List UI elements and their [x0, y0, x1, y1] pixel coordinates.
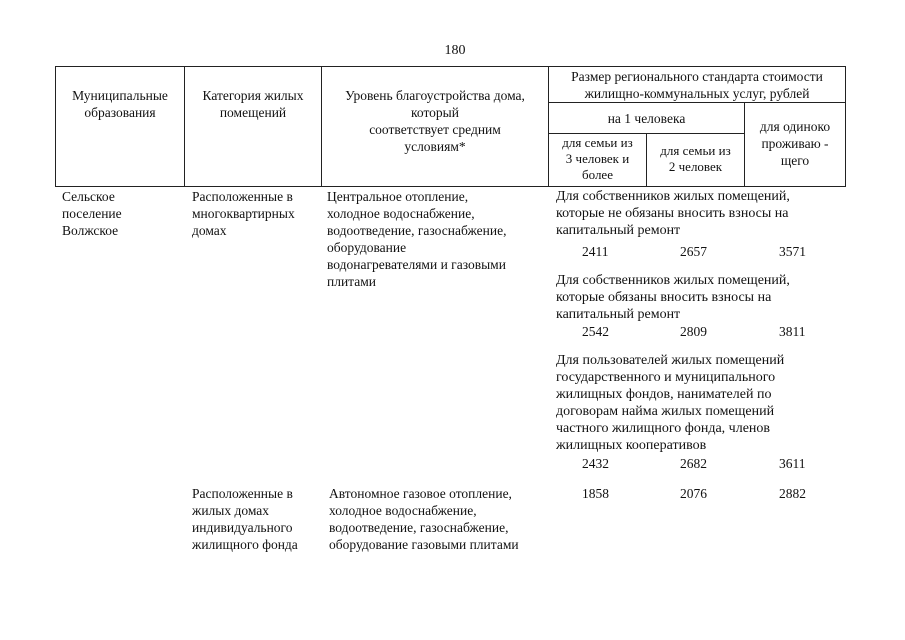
row2-value-family2: 2076 [680, 486, 707, 501]
row2-category-line: индивидуального [192, 520, 293, 535]
row1-level [327, 188, 506, 290]
group-label-line: Для собственников жилых помещений, [556, 273, 790, 288]
row1-group1-value-single: 3571 [779, 244, 806, 259]
header-family3-line: для семьи из [562, 135, 633, 150]
row2-level [329, 485, 519, 553]
group-label-line: государственного и муниципального [556, 370, 776, 385]
row2-level-line: оборудование газовыми плитами [329, 537, 519, 552]
header-category-line: помещений [219, 105, 287, 120]
page-number: 180 [444, 43, 466, 58]
header-size-line: Размер регионального стандарта стоимости [571, 69, 823, 84]
header-municipal [56, 87, 184, 121]
row1-level-line: оборудование [327, 240, 407, 255]
row1-group3-label [556, 352, 784, 454]
table-header-bottom-border [55, 186, 846, 187]
row1-municipality-line: поселение [62, 206, 122, 221]
row1-municipality [62, 188, 122, 239]
header-family3-line: 3 человек и [565, 151, 630, 166]
header-municipal-line: образования [84, 105, 156, 120]
row2-category-line: Расположенные в [192, 486, 293, 501]
header-category [185, 87, 321, 121]
row1-group3-value-family2: 2682 [680, 456, 707, 471]
col-border-1 [184, 66, 185, 187]
table-top-border [55, 66, 846, 67]
group-label-line: договорам найма жилых помещений [556, 404, 775, 419]
row1-level-line: водоотведение, газоснабжение, [327, 223, 507, 238]
row1-level-line: Центральное отопление, [327, 189, 469, 204]
header-single [745, 118, 845, 169]
header-level-line: Уровень благоустройства дома, [345, 88, 525, 103]
row1-group2-value-family3: 2542 [582, 324, 609, 339]
header-family2 [647, 143, 744, 175]
header-family3 [549, 135, 646, 183]
row1-category-line: многоквартирных [192, 206, 295, 221]
col-border-left [55, 66, 56, 187]
row2-category-line: жилых домах [192, 503, 270, 518]
size-subheader-border [548, 102, 845, 103]
header-single-line: проживаю - [761, 136, 829, 151]
header-family2-line: для семьи из [660, 143, 731, 158]
row1-group1-label [556, 188, 790, 239]
header-size [549, 68, 845, 102]
row1-level-line: холодное водоснабжение, [327, 206, 475, 221]
row1-category [192, 188, 295, 239]
group-label-line: жилищных кооперативов [556, 438, 707, 453]
row1-group3-value-family3: 2432 [582, 456, 609, 471]
row2-level-line: водоотведение, газоснабжение, [329, 520, 509, 535]
row1-municipality-line: Волжское [62, 223, 119, 238]
header-family2-line: 2 человек [668, 159, 723, 174]
row1-group2-value-single: 3811 [779, 324, 806, 339]
header-size-line: жилищно-коммунальных услуг, рублей [584, 86, 810, 101]
row2-value-single: 2882 [779, 486, 806, 501]
header-level [322, 87, 548, 155]
header-per-person: на 1 человека [607, 111, 686, 126]
group-label-line: Для собственников жилых помещений, [556, 189, 790, 204]
col-border-right [845, 66, 846, 187]
row1-municipality-line: Сельское [62, 189, 115, 204]
row1-group3-value-single: 3611 [779, 456, 806, 471]
row1-group1-value-family2: 2657 [680, 244, 707, 259]
header-level-line: условиям* [404, 139, 466, 154]
row1-level-line: плитами [327, 274, 377, 289]
header-level-line: соответствует средним [369, 122, 501, 137]
group-label-line: Для пользователей жилых помещений [556, 353, 785, 368]
group-label-line: которые обязаны вносить взносы на [556, 290, 772, 305]
group-label-line: жилищных фондов, нанимателей по [556, 387, 772, 402]
row2-value-family3: 1858 [582, 486, 609, 501]
row1-group2-value-family2: 2809 [680, 324, 707, 339]
group-label-line: капитальный ремонт [556, 307, 681, 322]
header-level-line: который [411, 105, 459, 120]
header-municipal-line: Муниципальные [72, 88, 168, 103]
header-single-line: щего [780, 153, 810, 168]
row2-level-line: Автономное газовое отопление, [329, 486, 512, 501]
row2-category [192, 485, 298, 553]
row1-level-line: водонагревателями и газовыми [327, 257, 506, 272]
header-family3-line: более [582, 167, 613, 182]
group-label-line: капитальный ремонт [556, 223, 681, 238]
row1-category-line: домах [192, 223, 227, 238]
row1-category-line: Расположенные в [192, 189, 293, 204]
group-label-line: частного жилищного фонда, членов [556, 421, 771, 436]
row1-group1-value-family3: 2411 [582, 244, 609, 259]
row1-group2-label [556, 272, 790, 323]
group-label-line: которые не обязаны вносить взносы на [556, 206, 789, 221]
header-category-line: Категория жилых [202, 88, 304, 103]
row2-level-line: холодное водоснабжение, [329, 503, 477, 518]
header-single-line: для одиноко [759, 119, 831, 134]
row2-category-line: жилищного фонда [192, 537, 298, 552]
